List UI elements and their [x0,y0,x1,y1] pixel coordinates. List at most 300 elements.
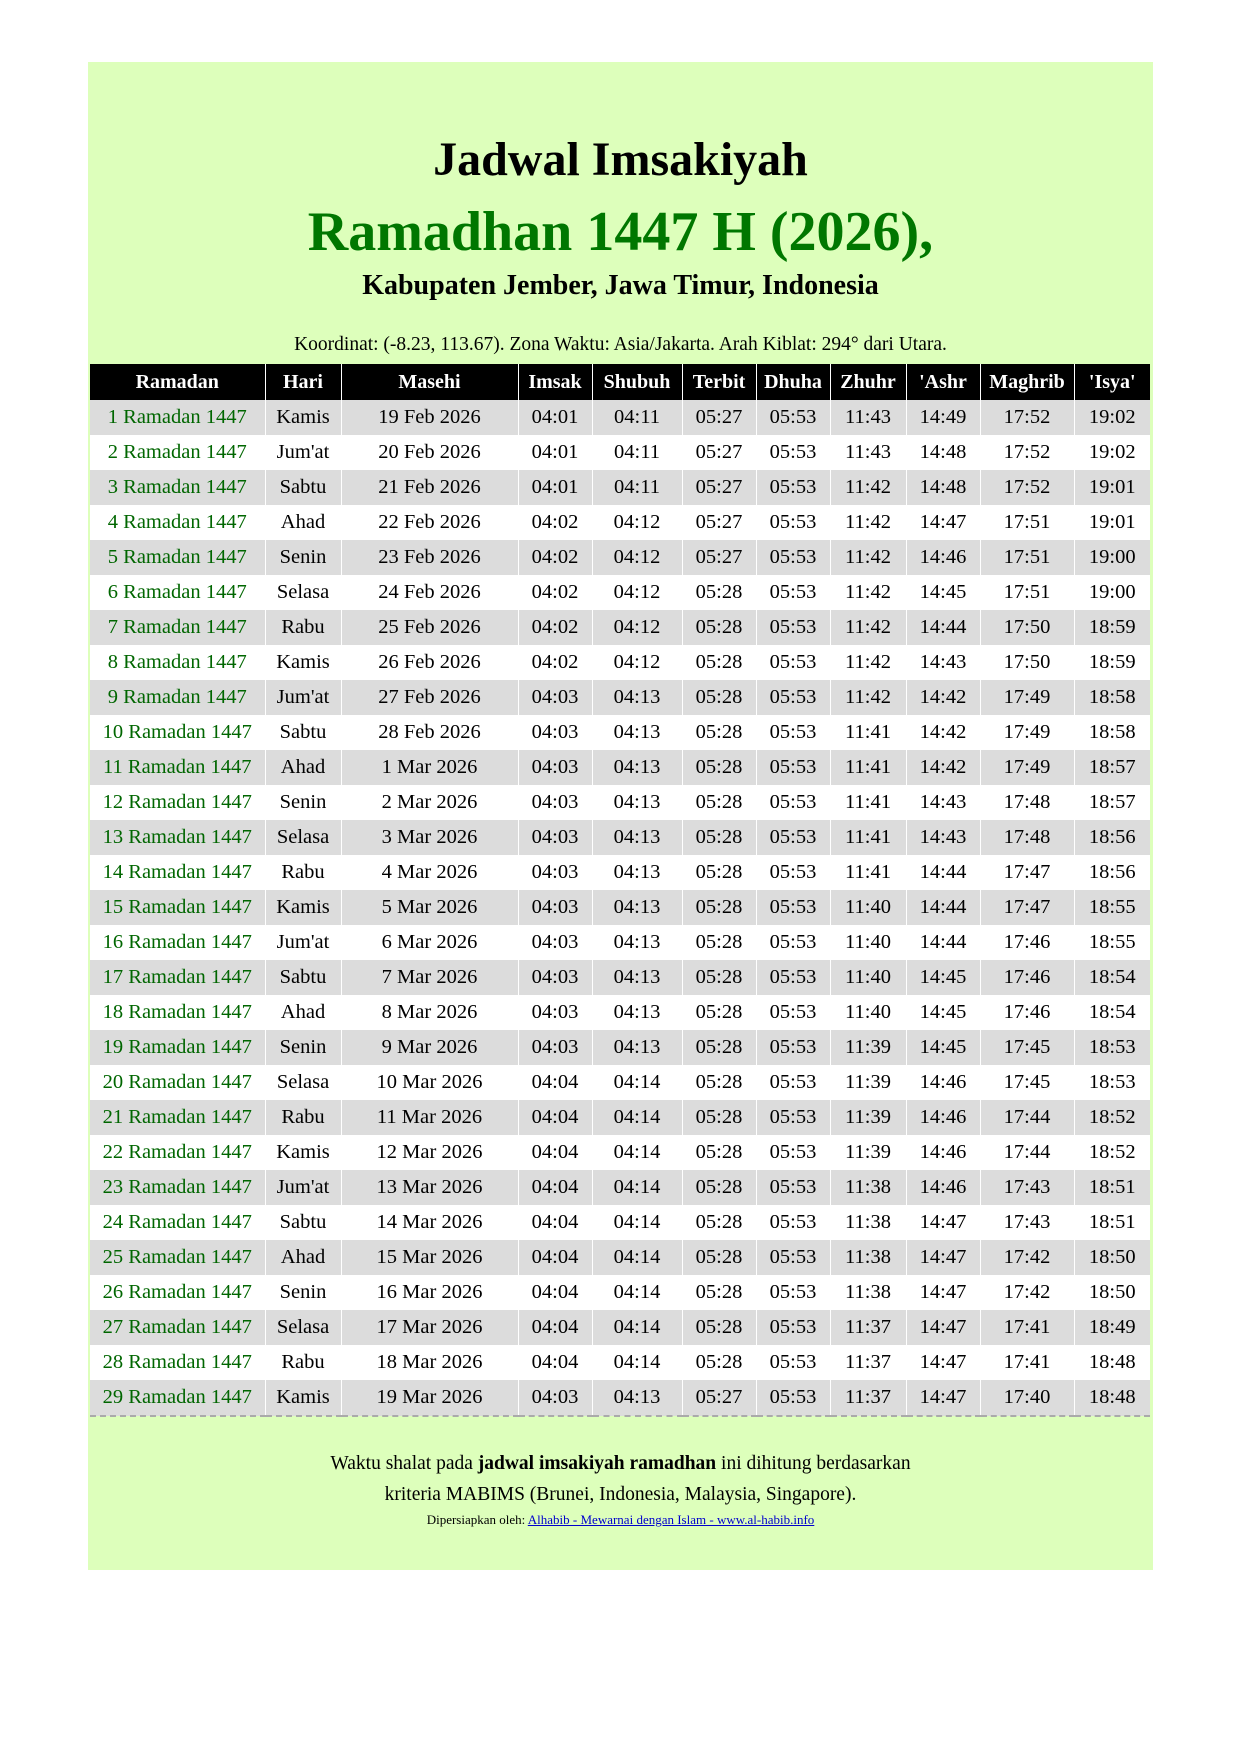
table-row [90,1205,1150,1240]
table-cell: 05:28 [682,960,756,995]
table-cell: 05:28 [682,645,756,680]
table-cell: 12 Ramadan 1447 [90,785,265,820]
table-cell: 05:53 [756,1030,830,1065]
table-cell: 18:54 [1074,960,1150,995]
footer-line-2: kriteria MABIMS (Brunei, Indonesia, Malaysia, Singapore). [384,1484,857,1505]
table-cell: 18:53 [1074,1065,1150,1100]
table-cell: 24 Feb 2026 [341,575,518,610]
table-cell: 14:47 [906,1380,980,1416]
table-row [90,1170,1150,1205]
coordinates-info: Koordinat: (-8.23, 113.67). Zona Waktu: Asia/Jakarta. Arah Kiblat: 294° dari Utara. [294,334,947,355]
table-cell: 23 Ramadan 1447 [90,1170,265,1205]
table-cell: 25 Feb 2026 [341,610,518,645]
table-cell: 11:42 [830,645,906,680]
table-cell: 17:44 [980,1135,1074,1170]
table-cell: 14:47 [906,1205,980,1240]
table-cell: 04:13 [592,855,682,890]
table-cell: 18:56 [1074,820,1150,855]
table-cell: Rabu [265,1345,341,1380]
table-cell: 14:47 [906,1275,980,1310]
table-cell: 17 Ramadan 1447 [90,960,265,995]
table-cell: 04:03 [518,925,592,960]
table-cell: 16 Mar 2026 [341,1275,518,1310]
table-cell: 11:42 [830,470,906,505]
footer-note [88,1448,1153,1510]
table-cell: 17:48 [980,785,1074,820]
table-cell: 04:13 [592,960,682,995]
table-cell: 11:39 [830,1065,906,1100]
table-cell: 11:42 [830,680,906,715]
table-cell: 18:59 [1074,645,1150,680]
table-cell: 04:01 [518,400,592,435]
table-cell: 05:28 [682,680,756,715]
table-cell: 10 Mar 2026 [341,1065,518,1100]
table-cell: 17:42 [980,1275,1074,1310]
column-header: Shubuh [592,364,682,400]
table-cell: 14:46 [906,1135,980,1170]
table-cell: 04:14 [592,1240,682,1275]
table-cell: 04:04 [518,1240,592,1275]
table-cell: 04:13 [592,925,682,960]
table-cell: 04:04 [518,1310,592,1345]
table-cell: Ahad [265,750,341,785]
table-cell: 11:37 [830,1310,906,1345]
table-cell: 04:12 [592,505,682,540]
table-cell: 11:39 [830,1030,906,1065]
table-cell: 26 Feb 2026 [341,645,518,680]
table-row [90,1135,1150,1170]
table-cell: Senin [265,1030,341,1065]
table-cell: 05:28 [682,715,756,750]
table-cell: 05:28 [682,820,756,855]
table-cell: 11:40 [830,890,906,925]
table-cell: 04:11 [592,400,682,435]
table-cell: 05:27 [682,505,756,540]
table-cell: 04:04 [518,1345,592,1380]
table-cell: Ahad [265,1240,341,1275]
table-cell: 14:46 [906,1100,980,1135]
table-cell: 14:44 [906,925,980,960]
table-cell: 05:28 [682,750,756,785]
table-cell: 18:54 [1074,995,1150,1030]
table-row [90,820,1150,855]
table-cell: 04:01 [518,470,592,505]
table-cell: 27 Ramadan 1447 [90,1310,265,1345]
table-cell: 18:50 [1074,1275,1150,1310]
table-cell: 05:27 [682,470,756,505]
table-cell: 1 Ramadan 1447 [90,400,265,435]
table-cell: 11:41 [830,855,906,890]
table-cell: 04:03 [518,995,592,1030]
table-row [90,855,1150,890]
table-row [90,575,1150,610]
table-cell: 04:02 [518,610,592,645]
table-cell: 17:40 [980,1380,1074,1416]
table-cell: Selasa [265,1065,341,1100]
table-cell: 05:53 [756,820,830,855]
table-cell: 05:53 [756,1170,830,1205]
table-cell: 17:43 [980,1205,1074,1240]
column-header: 'Isya' [1074,364,1150,400]
table-cell: 24 Ramadan 1447 [90,1205,265,1240]
table-cell: 18:52 [1074,1135,1150,1170]
table-cell: 14:43 [906,820,980,855]
table-cell: 14:44 [906,855,980,890]
table-cell: 19:00 [1074,575,1150,610]
table-cell: 05:53 [756,715,830,750]
table-cell: 14:42 [906,715,980,750]
table-cell: 9 Mar 2026 [341,1030,518,1065]
table-cell: 04:14 [592,1135,682,1170]
table-cell: 04:04 [518,1170,592,1205]
table-cell: 15 Mar 2026 [341,1240,518,1275]
table-cell: 14:47 [906,1345,980,1380]
table-cell: 04:12 [592,610,682,645]
table-row [90,610,1150,645]
table-cell: 4 Mar 2026 [341,855,518,890]
table-cell: 05:53 [756,505,830,540]
table-cell: 14:42 [906,750,980,785]
table-row [90,1275,1150,1310]
table-cell: 6 Mar 2026 [341,925,518,960]
table-cell: 04:14 [592,1205,682,1240]
table-cell: 18:56 [1074,855,1150,890]
table-cell: Kamis [265,890,341,925]
table-row [90,470,1150,505]
table-cell: 04:04 [518,1065,592,1100]
table-row [90,995,1150,1030]
table-cell: 17:47 [980,855,1074,890]
table-cell: 04:02 [518,575,592,610]
table-cell: 18:49 [1074,1310,1150,1345]
column-header: Maghrib [980,364,1074,400]
column-header: Imsak [518,364,592,400]
table-cell: 19:00 [1074,540,1150,575]
table-cell: 05:28 [682,855,756,890]
table-cell: 11:38 [830,1170,906,1205]
table-cell: 04:13 [592,715,682,750]
table-cell: Kamis [265,1380,341,1416]
source-link[interactable]: Alhabib - Mewarnai dengan Islam - www.al-habib.info [527,1512,815,1527]
table-row [90,1380,1150,1416]
table-cell: 14:46 [906,540,980,575]
column-header: 'Ashr [906,364,980,400]
table-cell: 18:51 [1074,1205,1150,1240]
table-cell: 04:11 [592,435,682,470]
table-cell: 8 Ramadan 1447 [90,645,265,680]
imsakiyah-table [90,364,1150,1417]
table-cell: 25 Ramadan 1447 [90,1240,265,1275]
table-cell: 05:53 [756,400,830,435]
table-cell: 04:14 [592,1310,682,1345]
table-cell: 11:38 [830,1205,906,1240]
table-row [90,925,1150,960]
table-cell: 04:12 [592,645,682,680]
footer-text-after: ini dihitung berdasarkan [716,1453,911,1474]
table-cell: 17:49 [980,680,1074,715]
table-cell: 05:53 [756,610,830,645]
table-cell: 19:02 [1074,400,1150,435]
table-cell: 17:43 [980,1170,1074,1205]
table-cell: 17:50 [980,610,1074,645]
table-cell: 11:39 [830,1100,906,1135]
table-cell: 05:53 [756,470,830,505]
prepared-by-label: Dipersiapkan oleh: [426,1512,528,1527]
table-cell: 14:45 [906,995,980,1030]
table-cell: 05:53 [756,960,830,995]
table-cell: 05:28 [682,1240,756,1275]
table-cell: 05:28 [682,1100,756,1135]
table-cell: 17:52 [980,435,1074,470]
table-cell: 11:43 [830,435,906,470]
table-cell: 05:53 [756,1065,830,1100]
table-cell: 7 Ramadan 1447 [90,610,265,645]
table-cell: 8 Mar 2026 [341,995,518,1030]
table-cell: 05:28 [682,1205,756,1240]
table-cell: 14:49 [906,400,980,435]
table-cell: 17:52 [980,470,1074,505]
table-cell: 17:52 [980,400,1074,435]
table-cell: Jum'at [265,1170,341,1205]
table-cell: 20 Ramadan 1447 [90,1065,265,1100]
table-cell: 11:41 [830,750,906,785]
table-header-row [90,364,1150,400]
table-cell: 21 Feb 2026 [341,470,518,505]
table-cell: Kamis [265,1135,341,1170]
table-cell: 14:45 [906,960,980,995]
table-cell: 04:03 [518,890,592,925]
table-cell: 04:04 [518,1135,592,1170]
table-cell: Kamis [265,400,341,435]
schedule-panel [88,62,1153,1570]
table-cell: 04:03 [518,1380,592,1416]
table-cell: 05:53 [756,1240,830,1275]
table-cell: 04:04 [518,1205,592,1240]
table-cell: 14:43 [906,645,980,680]
table-cell: 18:52 [1074,1100,1150,1135]
table-cell: 04:12 [592,575,682,610]
table-cell: 04:13 [592,680,682,715]
table-cell: 04:04 [518,1100,592,1135]
table-cell: 05:28 [682,1170,756,1205]
table-cell: 17:49 [980,715,1074,750]
table-cell: 2 Mar 2026 [341,785,518,820]
table-cell: 05:28 [682,575,756,610]
table-row [90,750,1150,785]
table-row [90,1240,1150,1275]
table-cell: 05:53 [756,1100,830,1135]
table-cell: 22 Ramadan 1447 [90,1135,265,1170]
column-header: Dhuha [756,364,830,400]
table-cell: 04:13 [592,890,682,925]
table-cell: 26 Ramadan 1447 [90,1275,265,1310]
table-cell: 17:47 [980,890,1074,925]
table-cell: 05:27 [682,540,756,575]
table-cell: 14:44 [906,610,980,645]
table-cell: 11:38 [830,1275,906,1310]
column-header: Masehi [341,364,518,400]
table-cell: 05:28 [682,890,756,925]
table-cell: Selasa [265,1310,341,1345]
table-cell: 04:13 [592,750,682,785]
table-cell: 05:28 [682,1030,756,1065]
table-cell: 17:46 [980,995,1074,1030]
table-cell: 18 Mar 2026 [341,1345,518,1380]
table-cell: 17:51 [980,540,1074,575]
table-cell: 05:53 [756,1275,830,1310]
table-cell: 12 Mar 2026 [341,1135,518,1170]
table-cell: 17:45 [980,1065,1074,1100]
table-cell: 11 Mar 2026 [341,1100,518,1135]
table-cell: 05:53 [756,575,830,610]
table-cell: 05:28 [682,1275,756,1310]
table-cell: 11:38 [830,1240,906,1275]
table-cell: 13 Mar 2026 [341,1170,518,1205]
table-cell: 9 Ramadan 1447 [90,680,265,715]
column-header: Ramadan [90,364,265,400]
table-cell: 17:46 [980,925,1074,960]
table-cell: Senin [265,1275,341,1310]
table-cell: 05:53 [756,1380,830,1416]
table-cell: 7 Mar 2026 [341,960,518,995]
table-cell: 04:14 [592,1170,682,1205]
column-header: Terbit [682,364,756,400]
table-cell: Senin [265,785,341,820]
table-row [90,1310,1150,1345]
table-cell: 05:53 [756,855,830,890]
table-cell: 21 Ramadan 1447 [90,1100,265,1135]
location-title: Kabupaten Jember, Jawa Timur, Indonesia [362,270,879,301]
table-cell: 4 Ramadan 1447 [90,505,265,540]
table-row [90,715,1150,750]
table-cell: 05:53 [756,995,830,1030]
table-cell: 14:45 [906,1030,980,1065]
table-cell: 19 Mar 2026 [341,1380,518,1416]
footer-text-bold: jadwal imsakiyah ramadhan [477,1453,717,1474]
table-cell: 18:57 [1074,785,1150,820]
table-cell: 28 Ramadan 1447 [90,1345,265,1380]
table-cell: 5 Mar 2026 [341,890,518,925]
table-cell: Jum'at [265,680,341,715]
table-cell: 04:13 [592,1030,682,1065]
table-cell: 11:39 [830,1135,906,1170]
footer-line-1 [88,1448,1153,1479]
table-cell: 28 Feb 2026 [341,715,518,750]
table-cell: 5 Ramadan 1447 [90,540,265,575]
table-cell: 04:03 [518,960,592,995]
table-cell: 04:14 [592,1275,682,1310]
table-cell: 11:41 [830,785,906,820]
table-cell: 05:27 [682,400,756,435]
table-cell: 18:53 [1074,1030,1150,1065]
table-cell: 19 Ramadan 1447 [90,1030,265,1065]
table-cell: 05:53 [756,890,830,925]
table-cell: 11:41 [830,715,906,750]
table-cell: 05:53 [756,680,830,715]
table-cell: Jum'at [265,435,341,470]
table-cell: 2 Ramadan 1447 [90,435,265,470]
table-cell: 18:48 [1074,1345,1150,1380]
table-row [90,1030,1150,1065]
table-cell: 14:46 [906,1170,980,1205]
footer-text-before: Waktu shalat pada [330,1453,478,1474]
table-cell: 05:53 [756,1205,830,1240]
table-cell: 17:45 [980,1030,1074,1065]
table-row [90,400,1150,435]
table-cell: 05:27 [682,435,756,470]
table-cell: 18:48 [1074,1380,1150,1416]
table-cell: 18:58 [1074,715,1150,750]
table-cell: 04:14 [592,1345,682,1380]
table-cell: 22 Feb 2026 [341,505,518,540]
table-cell: 11 Ramadan 1447 [90,750,265,785]
table-cell: 04:03 [518,750,592,785]
table-cell: 17:50 [980,645,1074,680]
table-cell: Kamis [265,645,341,680]
table-cell: 04:03 [518,785,592,820]
table-cell: 04:13 [592,1380,682,1416]
table-cell: Sabtu [265,715,341,750]
table-cell: 04:03 [518,1030,592,1065]
table-cell: 17:46 [980,960,1074,995]
table-cell: 17:41 [980,1345,1074,1380]
table-cell: 05:28 [682,1345,756,1380]
table-cell: 19 Feb 2026 [341,400,518,435]
table-cell: 04:03 [518,715,592,750]
table-cell: 04:12 [592,540,682,575]
table-cell: 04:03 [518,855,592,890]
table-cell: 17:48 [980,820,1074,855]
table-cell: 05:28 [682,1065,756,1100]
table-cell: 3 Ramadan 1447 [90,470,265,505]
table-cell: Selasa [265,575,341,610]
table-cell: Senin [265,540,341,575]
table-row [90,785,1150,820]
table-cell: 05:53 [756,435,830,470]
table-cell: 17 Mar 2026 [341,1310,518,1345]
table-cell: 18 Ramadan 1447 [90,995,265,1030]
table-cell: 14:47 [906,1240,980,1275]
table-cell: Rabu [265,855,341,890]
table-cell: 29 Ramadan 1447 [90,1380,265,1416]
table-cell: 20 Feb 2026 [341,435,518,470]
table-cell: 23 Feb 2026 [341,540,518,575]
table-row [90,1345,1150,1380]
table-cell: 14:48 [906,470,980,505]
table-cell: 14:48 [906,435,980,470]
table-cell: 04:13 [592,820,682,855]
table-cell: 05:28 [682,925,756,960]
table-cell: 05:53 [756,645,830,680]
table-cell: 19:01 [1074,470,1150,505]
table-cell: 11:37 [830,1380,906,1416]
table-cell: 05:28 [682,1135,756,1170]
table-cell: 11:40 [830,995,906,1030]
table-cell: 05:53 [756,540,830,575]
table-cell: 04:11 [592,470,682,505]
table-cell: 14:47 [906,1310,980,1345]
table-cell: 05:53 [756,1310,830,1345]
table-cell: 6 Ramadan 1447 [90,575,265,610]
table-cell: 11:43 [830,400,906,435]
table-cell: 05:53 [756,1135,830,1170]
table-cell: 19:02 [1074,435,1150,470]
table-cell: 19:01 [1074,505,1150,540]
table-cell: 14:43 [906,785,980,820]
table-cell: 11:41 [830,820,906,855]
table-cell: 04:02 [518,540,592,575]
table-cell: 14:42 [906,680,980,715]
